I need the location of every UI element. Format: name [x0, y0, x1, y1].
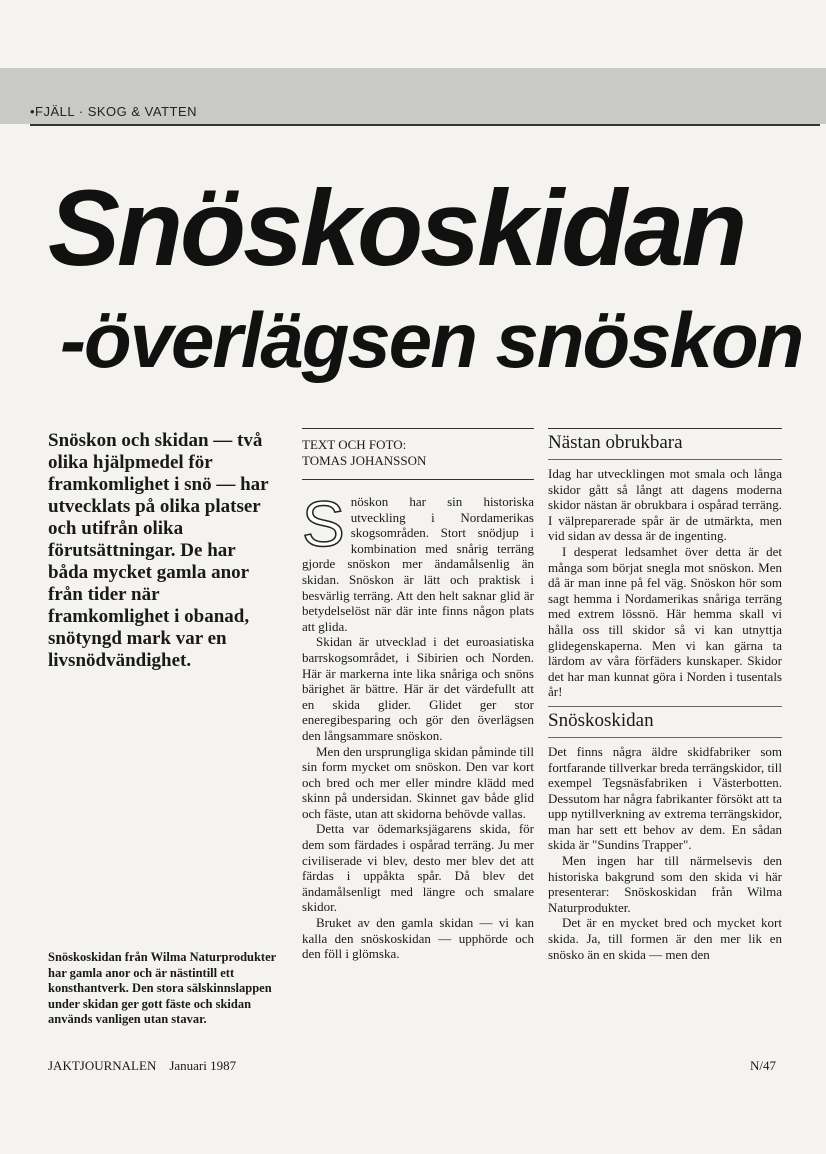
subheading-2: Snöskoskidan	[548, 709, 654, 731]
body-paragraph-1-text: nöskon har sin historiska utveckling i Nordamerikas skogsområden. Stort snödjup i kombination med snårig terräng gjorde snöskon mer ändamålsenlig än skidan. Snöskon är lätt och praktisk i besvärlig terräng. Att den helt saknar glid är betydelselöst när där inte finns någon plats att glida.	[302, 494, 534, 634]
lead-text: Snöskon och skidan — två olika hjälpmedel för framkomlighet i snö — har utvecklats på olika platser och utifrån olika förutsättningar. De har båda mycket gamla anor från tider när framkomlighet i obanad, snötyngd mark var en livsnödvändighet.	[48, 430, 269, 671]
byline-line-2: TOMAS JOHANSSON	[302, 453, 427, 468]
section-1-paragraph-1: Idag har utvecklingen mot smala och långa skidor gått så långt att dagens moderna skidor nästan är obrukbara i ospårad terräng. I välpreparerade spår är de utmärkta, men vid sidan av dessa är de ingenting.	[548, 466, 782, 544]
byline	[302, 429, 534, 479]
body-paragraph-2: Skidan är utvecklad i det euroasiatiska barrskogsområdet, i Sibirien och Norden. Här är markerna inte lika snåriga och snöns bärighet är bättre. Här är det värdefullt att en skida glider. Glidet ger stor eneregibesparing och gör den överlägsen den långsammare snöskon.	[302, 634, 534, 743]
column-2	[302, 428, 534, 962]
lead-paragraph	[48, 430, 278, 672]
body-paragraph-5: Bruket av den gamla skidan — vi kan kalla den snöskoskidan — upphörde och den föll i glömska.	[302, 915, 534, 962]
body-paragraph-3: Men den ursprungliga skidan påminde till sin form mycket om snöskon. Den var kort och bred och mer eller mindre klädd med skinn på undersidan. Skinnet gav både glid och fäste, utan att skidorna behövde vallas.	[302, 743, 534, 821]
body-paragraph-4: Detta var ödemarksjägarens skida, för dem som färdades i ospårad terräng. Ju mer civiliserade vi blev, desto mer blev det att färdas i uppåkta spår. Då blev det ändamålsenligt med längre och smalare skidor.	[302, 821, 534, 915]
column-3	[548, 428, 782, 962]
header-rule	[30, 124, 820, 126]
footer-publication	[48, 1058, 236, 1074]
section-label: •FJÄLL · SKOG & VATTEN	[30, 104, 198, 119]
caption-text: Snöskoskidan från Wilma Naturprodukter har gamla anor och är nästintill ett konsthantverk. Den stora sälskinnslappen under skidan ger gott fäste och skidan används vanligen utan stavar.	[48, 950, 276, 1026]
article-title: Snöskoskidan	[48, 167, 745, 288]
byline-bottom-rule	[302, 479, 534, 480]
footer-publication-text: JAKTJOURNALEN Januari 1987	[48, 1058, 237, 1073]
subheading-1: Nästan obrukbara	[548, 432, 683, 453]
section-2-paragraph-1: Det finns några äldre skidfabriker som fortfarande tillverkar breda terrängskidor, till exempel Tegsnäsfabriken i Västerbotten. Dessutom har några fabrikanter försökt att ta upp nytillverkning av extrema terrängskidor, man har sett ett behov av dem. En sådan skida är "Sundins Trapper".	[548, 743, 782, 853]
section-2-paragraph-2: Men ingen har till närmelsevis den historiska bakgrund som den skida vi här presenterar: Snöskoskidan från Wilma Naturprodukter.	[548, 853, 782, 915]
footer-page-number: N/47	[750, 1058, 776, 1073]
subheading-2-rule	[548, 737, 782, 738]
body-text	[302, 488, 534, 962]
byline-line-1: TEXT OCH FOTO:	[302, 437, 407, 452]
section-1-paragraph-2: I desperat ledsamhet över detta är det många som börjat snegla mot snöskon. Men då är man inne på fel väg. Snöskon hör som sagt hemma i Nordamerikas snåriga terräng med extrem lössnö. Här hemma skall vi hålla oss till skidor så vi kan utnyttja glidegenskaperna. Men vi kan gärna ta lärdom av våra förfäders kunskaper. Skidor det har man kunnat göra i Norden i tusentals år!	[548, 543, 782, 700]
drop-cap: S	[302, 488, 345, 560]
section-2-paragraph-3: Det är en mycket bred och mycket kort skida. Ja, till formen är den mer lik en snösko än en skida — men den	[548, 915, 782, 962]
subheading-1-rule	[548, 459, 782, 460]
article-subtitle: -överlägsen snöskon	[60, 296, 803, 384]
body-paragraph-1	[302, 488, 534, 634]
photo-caption	[48, 950, 278, 1028]
